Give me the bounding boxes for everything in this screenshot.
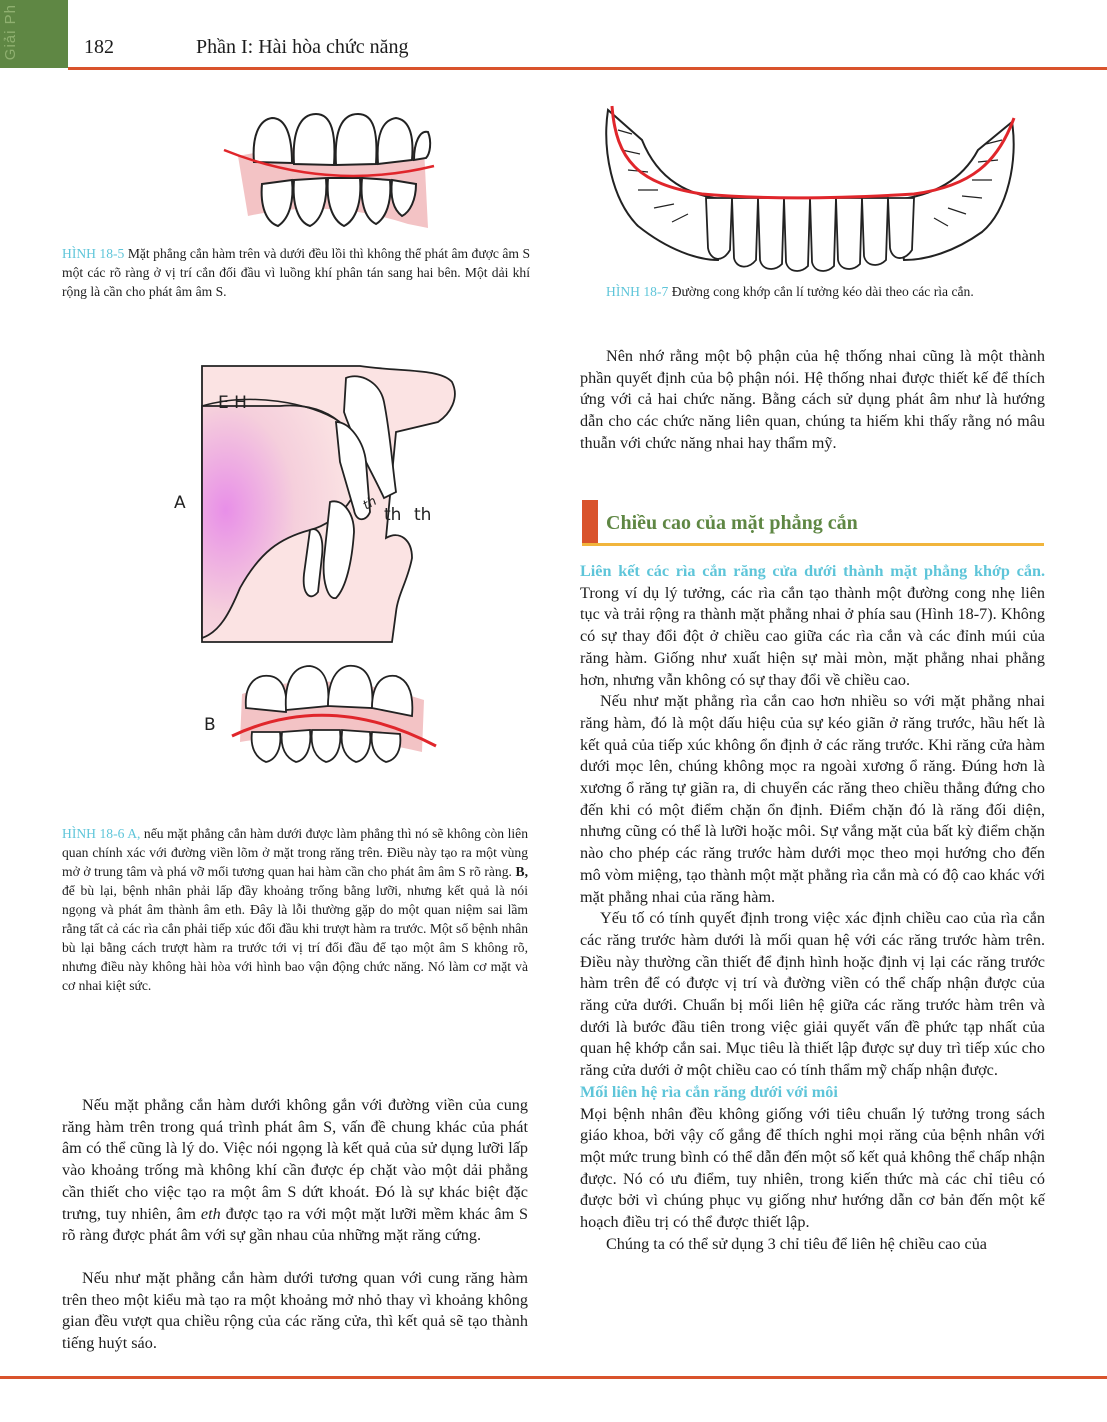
figure-18-6-illustration <box>160 362 460 782</box>
figure-18-7-illustration <box>598 100 1022 272</box>
section-heading: Chiều cao của mặt phẳng cắn <box>606 512 858 534</box>
right-paragraph-5: Chúng ta có thể sử dụng 3 chỉ tiêu để liên hệ chiều cao của <box>606 1234 987 1253</box>
right-paragraph-2: Nếu như mặt phẳng rìa cắn cao hơn nhiều so với mặt phẳng nhai răng hàm, đó là một dấu hiệu của sự kéo giãn ở răng trước, hầu hết là kết quả của tiếp xúc không ổn định ở các răng trước. Khi răng cửa hàm dưới mọc lên, chúng không mọc ra ngoài xương ổ răng. Đúng hơn là xương ổ răng tự giãn ra, di chuyển các răng theo chiều thẳng đứng cho đến khi có một điểm chặn ổn định. Điểm chặn đó là răng đối diện, nhưng cũng có thể là lưỡi hoặc môi. Sự vắng mặt của bất kỳ điểm chặn nào cho phép các răng trước hàm dưới mọc theo mọi hướng cho đến mô vòm miệng, tạo thành một mặt phẳng rìa cắn mà có độ cao khác với mặt phẳng nhai của răng hàm. <box>580 692 1045 906</box>
section-heading-rule <box>582 543 1044 546</box>
header-rule <box>68 67 1107 70</box>
figure-18-7-label: HÌNH 18-7 <box>606 284 669 299</box>
figure-18-6-caption-a: A, <box>127 826 141 841</box>
figure-18-6-label-th-2: th <box>414 505 432 525</box>
figure-18-6-caption-text-1: nếu mặt phẳng cắn hàm dưới được làm phẳng thì nó sẽ không còn liên quan chính xác với đường viền lõm ở mặt trong răng trên. Điều này tạo ra một vùng mở ở trung tâm và phá vỡ mối tương quan hai hàm cần cho phát âm âm S rõ ràng. <box>62 826 528 879</box>
right-paragraph-3: Yếu tố có tính quyết định trong việc xác định chiều cao của rìa cắn các răng trước hàm dưới là mối quan hệ với các răng trước hàm trên. Điều này thường cần thiết để định hình hoặc định vị lại các răng trước hàm trên để có được vị trí và đường viền có thể chấp nhận được của răng cửa dưới. Chuẩn bị mối liên hệ giữa các răng trước hàm trên và dưới là bước đầu tiên trong việc giải quyết vấn đề phức tạp nhất của quan hệ khớp cắn sai. Mục tiêu là thiết lập được sự duy trì tiếp xúc cho răng cửa dưới ở một chiều cao có tính thẩm mỹ chấp nhận được. <box>580 909 1045 1080</box>
figure-18-7-caption-text: Đường cong khớp cắn lí tưởng kéo dài theo các rìa cắn. <box>671 284 974 299</box>
left-paragraph-1-emphasis: eth <box>200 1204 221 1223</box>
right-section-body <box>580 561 1045 1256</box>
right-subheading-1: Liên kết các rìa cắn răng cửa dưới thành mặt phẳng khớp cắn. <box>580 562 1045 580</box>
figure-18-6-label-th-italic: th <box>360 493 380 514</box>
figure-18-6-label: HÌNH 18-6 <box>62 826 125 841</box>
left-paragraph-1-text-b: được tạo ra với một mặt lưỡi mềm khác âm S rõ ràng được phát âm với sự gần nhau của những mặt răng cứng. <box>62 1204 528 1245</box>
figure-18-6-caption <box>62 824 528 995</box>
figure-18-6-caption-text-2: để bù lại, bệnh nhân phải lấp đầy khoảng trống bằng lưỡi, nhưng kết quả là nói ngọng và phát âm thành âm eth. Đây là lỗi thường gặp do một quan niệm sai lầm rằng tất cả các rìa cắn phải tiếp xúc đối đầu khi trượt hàm ra trước. Một số bệnh nhân bù lại bằng cách trượt hàm ra trước tới vị trí đối đầu để tạo một âm S không rõ, nhưng điều này không hài hòa với hình bao vận động chức năng. Nó làm cơ mặt và cơ nhai kiệt sức. <box>62 883 528 993</box>
chapter-tab-text: Giải Ph <box>2 4 19 61</box>
left-paragraph-2: Nếu như mặt phẳng cắn hàm dưới tương quan với cung răng hàm trên theo một kiểu mà tạo ra một khoảng mở nhỏ thay vì khoảng không gian đều vượt qua chiều rộng của các răng cửa, thì kết quả sẽ tạo thành tiếng huýt sáo. <box>62 1269 528 1353</box>
right-paragraph-4: Mọi bệnh nhân đều không giống với tiêu chuẩn lý tưởng trong sách giáo khoa, bởi vậy cố gắng để thích nghi mọi răng của bệnh nhân với một mức trung bình có thể dẫn đến một số kết quả không thể chấp nhận được. Nó có ưu điểm, tuy nhiên, trong kiến thức mà các chỉ tiêu có được bởi vì chúng phục vụ giống như hướng dẫn cơ bản đến một kế hoạch điều trị có thể được thiết lập. <box>580 1104 1045 1232</box>
page-number: 182 <box>84 36 114 58</box>
figure-18-5-caption-text: Mặt phẳng cắn hàm trên và dưới đều lồi thì không thể phát âm được âm S một các rõ ràng ở vị trí cắn đối đầu vì luồng khí phân tán sang hai bên. Một dải khí rộng là cần cho phát âm âm S. <box>62 246 531 299</box>
part-title: Phần I: Hài hòa chức năng <box>196 36 409 58</box>
figure-18-5-illustration <box>218 108 438 234</box>
chapter-tab <box>0 0 68 68</box>
right-paragraph-1: Trong ví dụ lý tưởng, các rìa cắn tạo thành một đường cong nhẹ liên tục và trải rộng ra thành mặt phẳng nhai ở phía sau (Hình 18-7). Không có sự thay đổi đột ở chiều cao giữa các rìa cắn và các đỉnh múi của răng hàm. Giống như xuất hiện sự mài mòn, mặt phẳng nhai phẳng hơn, nhưng vẫn không có sự thay đổi về chiều cao. <box>580 583 1045 689</box>
figure-18-6-label-eh: E H <box>218 393 247 413</box>
figure-18-6-label-b: B <box>204 715 216 735</box>
left-paragraph-1-text-a: Nếu mặt phẳng cắn hàm dưới không gắn với đường viền của cung răng hàm trên trong quá trình phát âm S, vấn đề chung khác của phát âm có thể cũng là lý do. Việc nói ngọng là kết quả của sử dụng lưỡi lấp vào khoảng trống mà không khí cần được ép chặt vào một dải phẳng cần thiết cho việc tạo ra một âm S dứt khoát. Đó là sự khác biệt đặc trưng, tuy nhiên, âm <box>62 1096 528 1223</box>
left-paragraph-1 <box>62 1095 528 1247</box>
section-heading-bar <box>582 500 598 544</box>
figure-18-5-caption <box>62 244 530 301</box>
right-subheading-1-block <box>580 561 1045 691</box>
figure-18-6-label-a: A <box>174 493 186 513</box>
figure-18-5-label: HÌNH 18-5 <box>62 246 125 261</box>
figure-18-7-caption <box>606 282 1056 301</box>
footer-rule <box>0 1376 1107 1379</box>
right-intro-paragraph: Nên nhớ rằng một bộ phận của hệ thống nhai cũng là một thành phần quyết định của bộ phận nói. Hệ thống nhai được thiết kế để thích ứng với cả hai chức năng. Bằng cách sử dụng phát âm như là hướng dẫn cho các chức năng liên quan, chúng ta hiếm khi thấy rằng nó mâu thuẫn với chức năng nhai hay thẩm mỹ. <box>580 347 1045 452</box>
figure-18-6-label-th-1: th <box>384 505 402 525</box>
right-subheading-2-block <box>580 1082 1045 1234</box>
right-subheading-2: Mối liên hệ rìa cắn răng dưới với môi <box>580 1082 838 1101</box>
figure-18-6-caption-b: B, <box>515 864 528 879</box>
